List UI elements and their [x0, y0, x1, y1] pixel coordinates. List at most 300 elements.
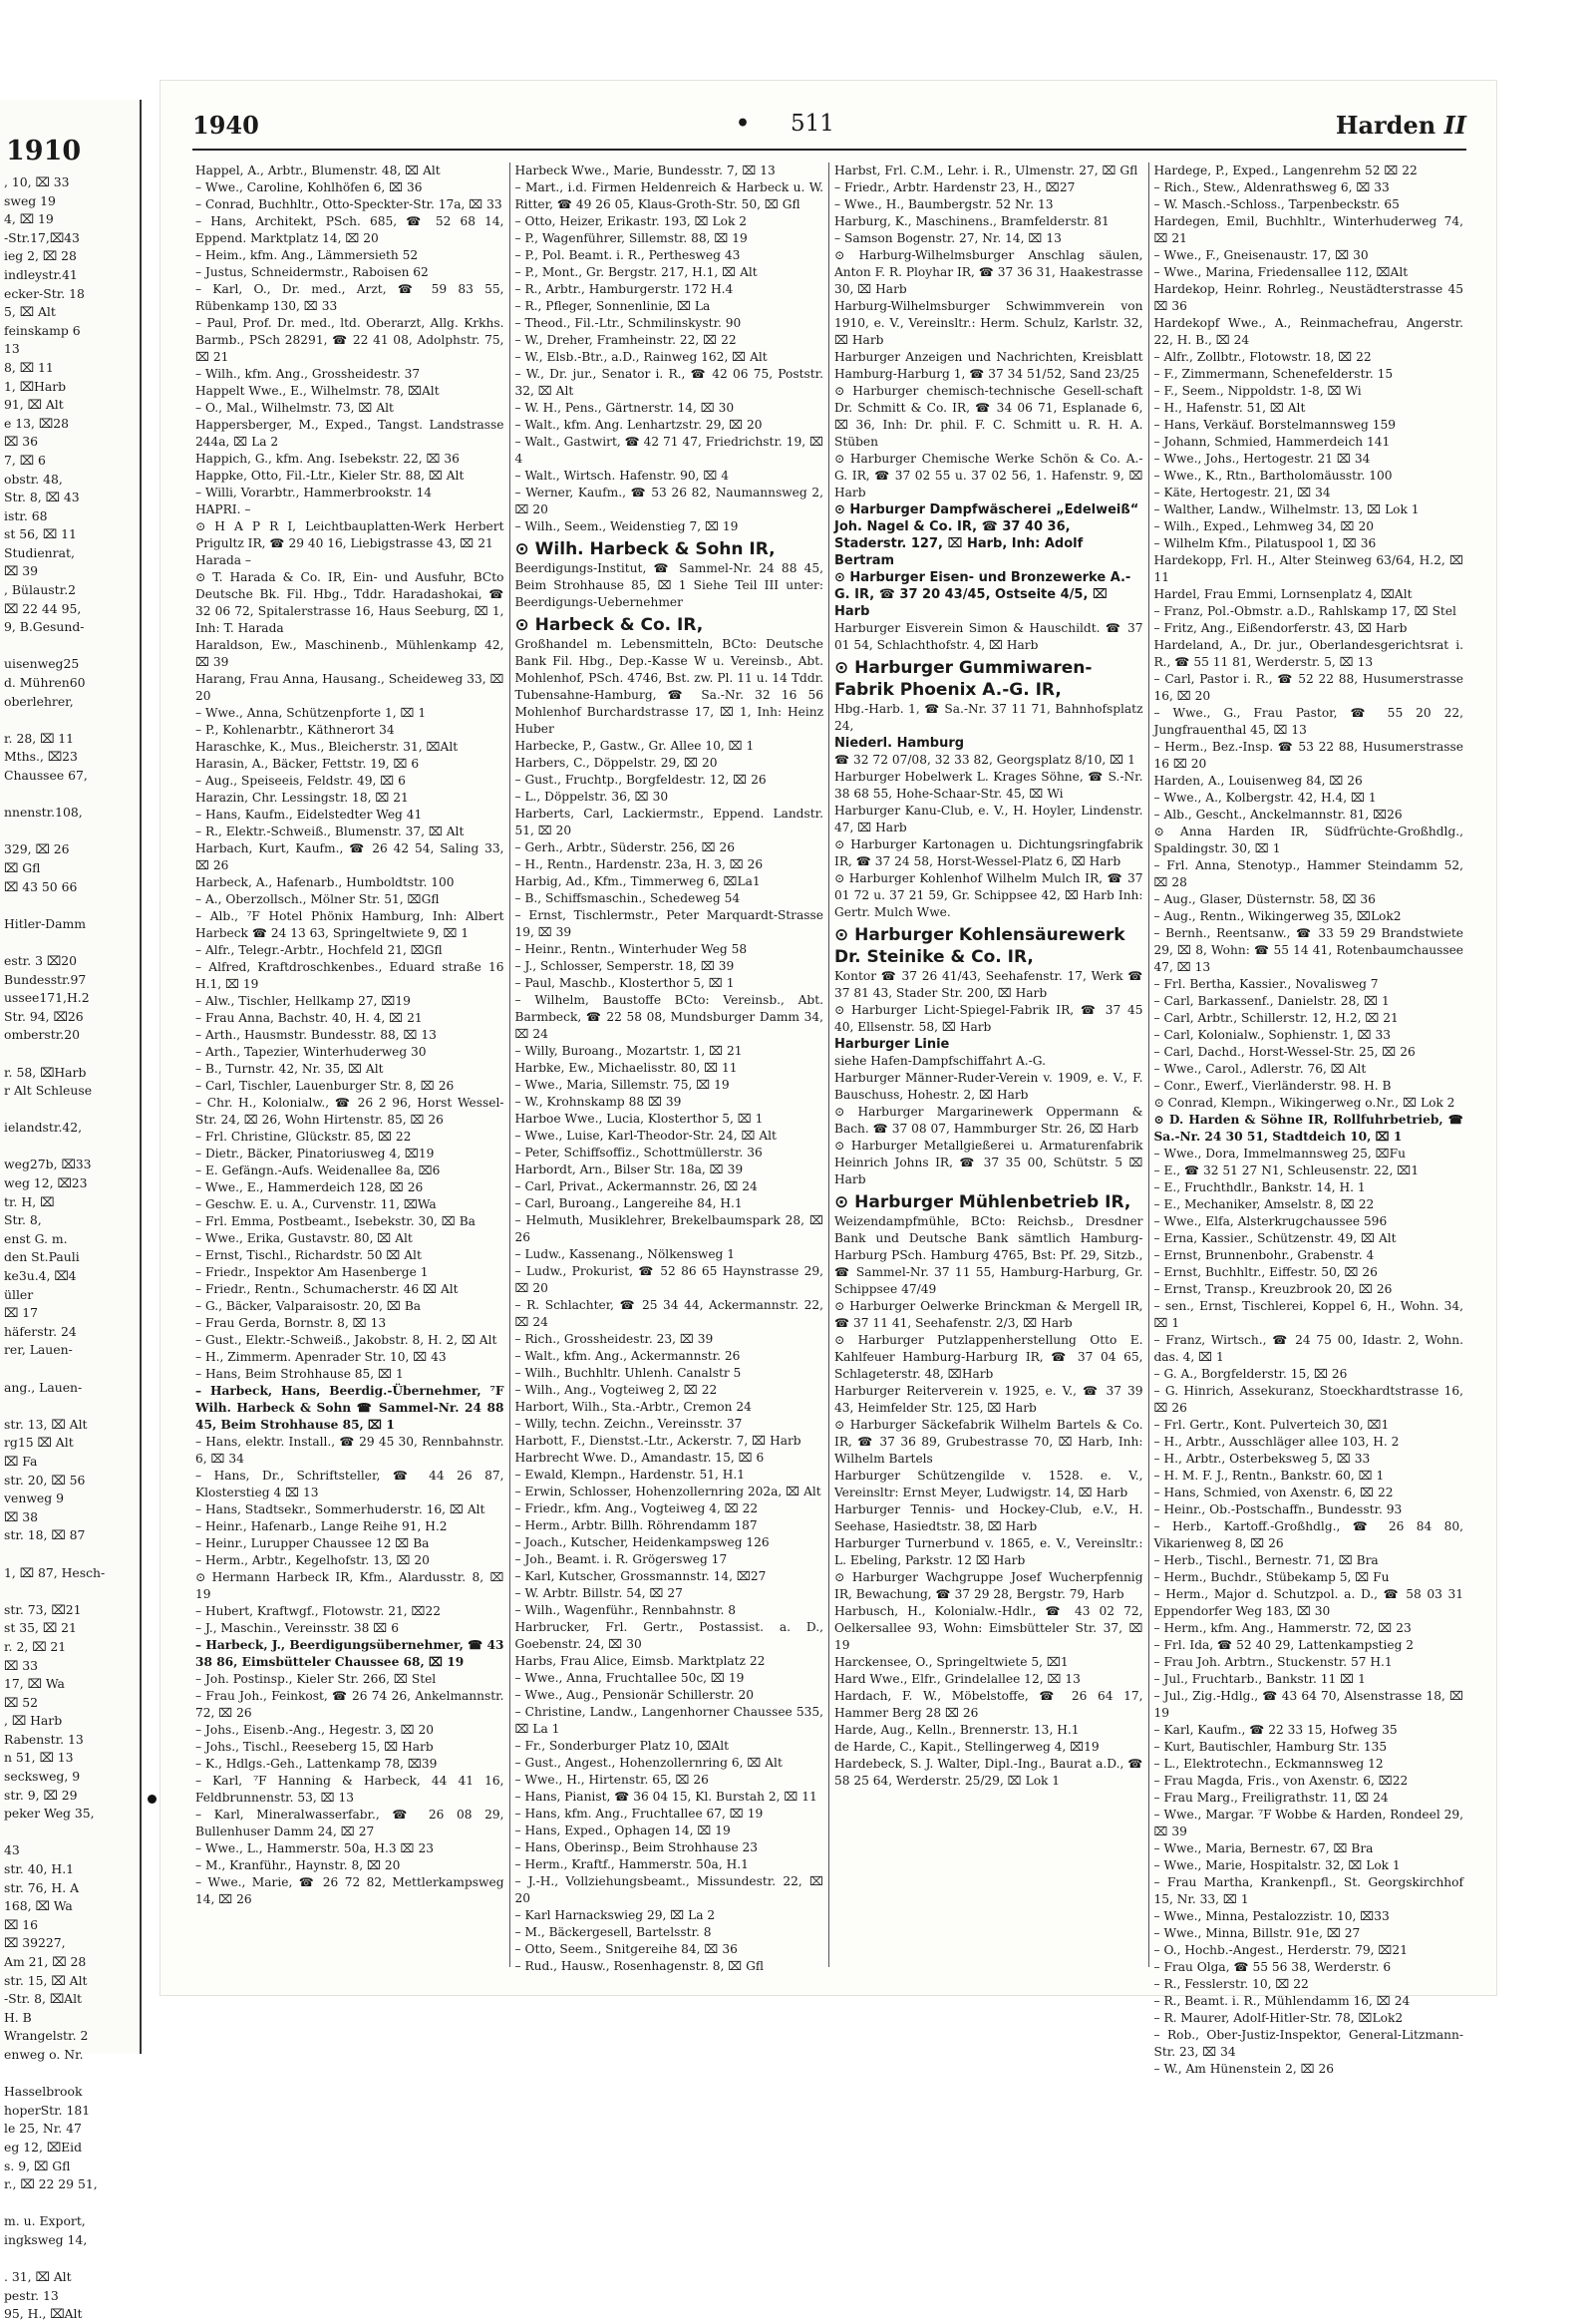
- left-page-year: 1910: [6, 136, 82, 166]
- directory-advert-heading: ⊙ Harburger Gummiwaren-Fabrik Phoenix A.-G. IR,: [834, 658, 1093, 700]
- directory-entry: – Wwe., H., Hirtenstr. 65, ⌧ 26: [514, 1773, 709, 1787]
- directory-entry: Hardegen, Emil, Buchhltr., Winterhuderweg 74, ⌧ 21: [1153, 214, 1463, 245]
- directory-entry: ⊙ D. Harden & Söhne IR, Rollfuhrbetrieb, ☎ Sa.-Nr. 24 30 51, Stadtdeich 10, ⌧ 1: [1153, 1113, 1463, 1144]
- directory-entry: – Otto, Heizer, Erikastr. 193, ⌧ Lok 2: [514, 214, 747, 228]
- left-page-line: [4, 1138, 136, 1157]
- directory-entry: Harbott, F., Dienstst.-Ltr., Ackerstr. 7, ⌧ Harb: [514, 1434, 801, 1448]
- left-page-line: ielandstr.42,: [4, 1120, 83, 1136]
- directory-entry: – Wwe., Marina, Friedensallee 112, ⌧Alt: [1153, 265, 1409, 279]
- directory-entry: – Wwe., Johs., Hertogestr. 21 ⌧ 34: [1153, 452, 1371, 466]
- left-page-line: [4, 896, 136, 915]
- directory-entry: – Alfred, Kraftdroschkenbes., Eduard straße 16 H.1, ⌧ 19: [195, 960, 504, 991]
- column-2: [510, 163, 830, 1973]
- directory-entry: Harbs, Frau Alice, Eimsb. Marktplatz 22: [514, 1654, 766, 1668]
- directory-entry: – Wwe., F., Gneisenaustr. 17, ⌧ 30: [1153, 248, 1369, 262]
- directory-entry: – Frau Joh. Arbtrn., Stuckenstr. 57 H.1: [1153, 1655, 1393, 1669]
- directory-entry: – O., Hochb.-Angest., Herderstr. 79, ⌧21: [1153, 1943, 1408, 1957]
- directory-advert-heading: ⊙ Harbeck & Co. IR,: [514, 615, 704, 635]
- directory-entry: – Käte, Hertogestr. 21, ⌧ 34: [1153, 486, 1331, 499]
- directory-advert-heading: ⊙ Wilh. Harbeck & Sohn IR,: [514, 539, 776, 559]
- directory-entry: – Rich., Stew., Aldenrathsweg 6, ⌧ 33: [1153, 180, 1390, 194]
- left-page-line: ⌧ 17: [4, 1305, 38, 1321]
- directory-entry: – Hans, Oberinsp., Beim Strohhause 23: [514, 1840, 759, 1854]
- header-roman: II: [1443, 111, 1466, 140]
- directory-entry: ⊙ Harburger Putzlappenherstellung Otto E. Kahlfeuer Hamburg-Harburg IR, ☎ 37 04 65, Schlageterstr. 48, ⌧Harb: [834, 1333, 1143, 1381]
- directory-entry: – Wilh., Ang., Vogteiweg 2, ⌧ 22: [514, 1383, 718, 1397]
- directory-entry: – Johs., Tischl., Reeseberg 15, ⌧ Harb: [195, 1740, 434, 1754]
- left-page-line: den St.Pauli: [4, 1249, 80, 1265]
- left-page-line: ingksweg 14,: [4, 2231, 88, 2247]
- left-page-line: 5, ⌧ Alt: [4, 304, 56, 320]
- left-page-line: eg 12, ⌧Eid: [4, 2139, 83, 2155]
- directory-entry: Hardekopf Wwe., A., Reinmachefrau, Angerstr. 22, H. B., ⌧ 24: [1153, 316, 1463, 347]
- directory-entry: – Herm., Arbtr., Kegelhofstr. 13, ⌧ 20: [195, 1553, 430, 1567]
- left-page-line: str. 15, ⌧ Alt: [4, 1972, 88, 1988]
- directory-entry: Hardekopp, Frl. H., Alter Steinweg 63/64, H.2, ⌧ 11: [1153, 553, 1463, 584]
- directory-entry: – W. H., Pens., Gärtnerstr. 14, ⌧ 30: [514, 401, 735, 415]
- directory-entry: – Hans, elektr. Install., ☎ 29 45 30, Rennbahnstr. 6, ⌧ 34: [195, 1435, 504, 1466]
- directory-entry: Harbort, Wilh., Sta.-Arbtr., Cremon 24: [514, 1400, 752, 1414]
- directory-entry: Harbrecht Wwe. D., Amandastr. 15, ⌧ 6: [514, 1451, 765, 1465]
- left-page-line: Mths., ⌧23: [4, 749, 78, 765]
- directory-entry: – Wilh., kfm. Ang., Grossheidestr. 37: [195, 367, 421, 381]
- directory-entry: – Willi, Vorarbtr., Hammerbrookstr. 14: [195, 486, 432, 499]
- directory-entry: Harbst, Frl. C.M., Lehr. i. R., Ulmenstr. 27, ⌧ Gfl: [834, 164, 1138, 177]
- left-page-line: [4, 1360, 136, 1379]
- directory-entry: – Fritz, Ang., Eißendorferstr. 43, ⌧ Harb: [1153, 621, 1408, 635]
- directory-entry: – Ernst, Brunnenbohr., Grabenstr. 4: [1153, 1248, 1375, 1262]
- directory-entry: – Hans, Architekt, PSch. 685, ☎ 52 68 14, Eppend. Marktplatz 14, ⌧ 20: [195, 214, 504, 245]
- left-page-line: 8, ⌧ 11: [4, 359, 54, 375]
- header-rule: [192, 149, 1466, 151]
- directory-entry: Harbrucker, Frl. Gertr., Postassist. a. D., Goebenstr. 24, ⌧ 30: [514, 1620, 823, 1651]
- left-page-fragment: [0, 100, 142, 2322]
- directory-entry: – R., Pfleger, Sonnenlinie, ⌧ La: [514, 299, 711, 313]
- left-page-line: 43: [4, 1842, 20, 1858]
- directory-entry: – Johs., Eisenb.-Ang., Hegestr. 3, ⌧ 20: [195, 1723, 435, 1737]
- directory-entry: Hard Wwe., Elfr., Grindelallee 12, ⌧ 13: [834, 1672, 1081, 1686]
- directory-entry: – Arth., Hausmstr. Bundesstr. 88, ⌧ 13: [195, 1028, 437, 1042]
- left-page-line: 95, H., ⌧Alt: [4, 2306, 83, 2322]
- directory-entry: – Wwe., A., Kolbergstr. 42, H.4, ⌧ 1: [1153, 791, 1377, 805]
- directory-entry: Harburg-Wilhelmsburger Schwimmverein von 1910, e. V., Vereinsltr.: Herm. Schulz, Karlstr. 32, ⌧ Harb: [834, 299, 1143, 347]
- left-page-line: H. B: [4, 2009, 32, 2025]
- directory-entry: – Carl, Barkassenf., Danielstr. 28, ⌧ 1: [1153, 994, 1390, 1008]
- left-page-line: 4, ⌧ 19: [4, 211, 54, 227]
- directory-entry: Hbg.-Harb. 1, ☎ Sa.-Nr. 37 11 71, Bahnhofsplatz 24,: [834, 702, 1143, 733]
- left-page-line: 1, ⌧Harb: [4, 378, 67, 394]
- directory-entry: – Christine, Landw., Langenhorner Chaussee 535, ⌧ La 1: [514, 1705, 823, 1736]
- directory-entry: – Karl Harnackswieg 29, ⌧ La 2: [514, 1908, 716, 1922]
- directory-entry: – Herm., Arbtr. Billh. Röhrendamm 187: [514, 1518, 758, 1532]
- directory-entry: – F., Zimmermann, Schenefelderstr. 15: [1153, 367, 1394, 381]
- directory-entry: ⊙ Harburger Kartonagen u. Dichtungsringfabrik IR, ☎ 37 24 58, Horst-Wessel-Platz 6, ⌧ Harb: [834, 837, 1143, 868]
- directory-entry: ⊙ Hermann Harbeck IR, Kfm., Alardusstr. 8, ⌧ 19: [195, 1570, 504, 1601]
- left-page-line: oberlehrer,: [4, 693, 74, 709]
- directory-entry: – Wwe., Marie, Hospitalstr. 32, ⌧ Lok 1: [1153, 1858, 1401, 1872]
- directory-entry: – Karl, Mineralwasserfabr., ☎ 26 08 29, Bullenhuser Damm 24, ⌧ 27: [195, 1808, 504, 1838]
- directory-entry: ⊙ Harburger Metallgießerei u. Armaturenfabrik Heinrich Johns IR, ☎ 37 35 00, Schütstr. 5 ⌧ Harb: [834, 1139, 1143, 1186]
- left-page-line: [4, 1824, 136, 1842]
- directory-entry: – Wwe., Aug., Pensionär Schillerstr. 20: [514, 1688, 755, 1702]
- left-page-line: Str. 8, ⌧ 43: [4, 490, 80, 505]
- left-page-line: 13: [4, 341, 20, 357]
- directory-entry: – Wwe., Dora, Immelmannsweg 25, ⌧Fu: [1153, 1147, 1406, 1161]
- directory-entry: – Friedr., Arbtr. Hardenstr 23, H., ⌧27: [834, 180, 1076, 194]
- left-page-line: ke3u.4, ⌧4: [4, 1268, 77, 1284]
- directory-entry: ⊙ Harburger Säckefabrik Wilhelm Bartels & Co. IR, ☎ 37 36 89, Grubestrasse 70, ⌧ Harb, Inh: Wilhelm Bartels: [834, 1418, 1143, 1466]
- directory-entry: Happersberger, M., Exped., Tangst. Landstrasse 244a, ⌧ La 2: [195, 418, 504, 449]
- directory-entry: – M., Bäckergesell, Bartelsstr. 8: [514, 1925, 712, 1939]
- directory-entry: – Alfr., Telegr.-Arbtr., Hochfeld 21, ⌧Gfl: [195, 943, 443, 957]
- directory-entry: – Frau Martha, Krankenpfl., St. Georgskirchhof 15, Nr. 33, ⌧ 1: [1153, 1875, 1463, 1906]
- directory-entry: – Wwe., Maria, Bernestr. 67, ⌧ Bra: [1153, 1841, 1374, 1855]
- directory-entry: – Otto, Seem., Snitgereihe 84, ⌧ 36: [514, 1942, 738, 1956]
- directory-entry: – Franz, Pol.-Obmstr. a.D., Rahlskamp 17, ⌧ Stel: [1153, 604, 1456, 618]
- directory-entry: – Conrad, Buchhltr., Otto-Speckter-Str. 17a, ⌧ 33: [195, 197, 502, 211]
- directory-entry: – Rob., Ober-Justiz-Inspektor, General-Litzmann-Str. 23, ⌧ 34: [1153, 2028, 1463, 2059]
- directory-entry: Happke, Otto, Fil.-Ltr., Kieler Str. 88, ⌧ Alt: [195, 469, 465, 483]
- directory-advert-heading: ⊙ Harburger Mühlenbetrieb IR,: [834, 1192, 1131, 1212]
- left-page-line: s. 9, ⌧ Gfl: [4, 2158, 71, 2173]
- directory-entry: – Frau Anna, Bachstr. 40, H. 4, ⌧ 21: [195, 1011, 423, 1025]
- left-page-line: le 25, Nr. 47: [4, 2121, 82, 2137]
- left-page-line: [4, 1582, 136, 1601]
- left-page-line: r. 28, ⌧ 11: [4, 730, 75, 746]
- directory-entry: – Frl. Ida, ☎ 52 40 29, Lattenkampstieg 2: [1153, 1638, 1415, 1652]
- directory-entry: – Wwe., Maria, Sillemstr. 75, ⌧ 19: [514, 1078, 730, 1092]
- left-page-line: e 13, ⌧28: [4, 415, 69, 431]
- directory-entry: Harburger Schützengilde v. 1528. e. V., Vereinsltr: Ernst Meyer, Ludwigstr. 14, ⌧ Harb: [834, 1469, 1143, 1499]
- directory-entry: – Frl. Christine, Glückstr. 85, ⌧ 22: [195, 1130, 412, 1144]
- directory-entry: – Wwe., H., Baumbergstr. 52 Nr. 13: [834, 197, 1054, 211]
- directory-entry: – W., Krohnskamp 88 ⌧ 39: [514, 1095, 682, 1109]
- directory-entry: – R., Elektr.-Schweiß., Blumenstr. 37, ⌧ Alt: [195, 825, 465, 838]
- directory-entry: Hardebeck, S. J. Walter, Dipl.-Ing., Baurat a.D., ☎ 58 25 64, Werderstr. 25/29, ⌧ Lok 1: [834, 1757, 1143, 1788]
- column-3: [829, 163, 1149, 1967]
- directory-entry: – Ernst, Buchhltr., Eiffestr. 50, ⌧ 26: [1153, 1265, 1378, 1279]
- directory-entry: – Johann, Schmied, Hammerdeich 141: [1153, 435, 1391, 449]
- directory-entry: Harbeck Wwe., Marie, Bundesstr. 7, ⌧ 13: [514, 164, 776, 177]
- directory-entry: – Hans, Beim Strohhause 85, ⌧ 1: [195, 1367, 404, 1381]
- directory-entry: – Ernst, Tischl., Richardstr. 50 ⌧ Alt: [195, 1248, 422, 1262]
- directory-entry: – Carl, Kolonialw., Sophienstr. 1, ⌧ 33: [1153, 1028, 1392, 1042]
- directory-entry: – Jul., Fruchtarb., Bankstr. 11 ⌧ 1: [1153, 1672, 1366, 1686]
- directory-entry: Harburger Linie: [834, 1037, 950, 1052]
- left-page-line: str. 40, H.1: [4, 1861, 75, 1877]
- column-4: [1149, 163, 1469, 2076]
- left-page-line: ⌧ 38: [4, 1508, 38, 1524]
- directory-entry: – Heim., kfm. Ang., Lämmersieth 52: [195, 248, 419, 262]
- left-page-line: , 10, ⌧ 33: [4, 174, 70, 189]
- left-page-line: weg27b, ⌧33: [4, 1157, 92, 1172]
- directory-entry: – Herm., Buchdr., Stübekamp 5, ⌧ Fu: [1153, 1570, 1390, 1584]
- directory-entry: – Heinr., Hafenarb., Lange Reihe 91, H.2: [195, 1519, 448, 1533]
- directory-entry: – Ludw., Prokurist, ☎ 52 86 65 Haynstrasse 29, ⌧ 20: [514, 1264, 823, 1295]
- directory-entry: – Jul., Zig.-Hdlg., ☎ 43 64 70, Alsenstrasse 18, ⌧ 19: [1153, 1689, 1463, 1720]
- directory-entry: – Aug., Glaser, Düsternstr. 58, ⌧ 36: [1153, 892, 1376, 906]
- directory-entry: – Willy, Buroang., Mozartstr. 1, ⌧ 21: [514, 1044, 743, 1058]
- left-page-line: st 35, ⌧ 21: [4, 1620, 77, 1636]
- left-page-line: peker Weg 35,: [4, 1806, 95, 1822]
- directory-entry: – Friedr., Rentn., Schumacherstr. 46 ⌧ Alt: [195, 1282, 459, 1296]
- directory-entry: – L., Döppelstr. 36, ⌧ 30: [514, 790, 669, 804]
- directory-entry: – Wwe., Erika, Gustavstr. 80, ⌧ Alt: [195, 1231, 413, 1245]
- directory-entry: – Frl. Anna, Stenotyp., Hammer Steindamm 52, ⌧ 28: [1153, 858, 1463, 889]
- directory-entry: – Herm., Bez.-Insp. ☎ 53 22 88, Husumerstrasse 16 ⌧ 20: [1153, 740, 1463, 771]
- left-page-line: enst G. m.: [4, 1230, 68, 1246]
- left-page-line: enweg o. Nr.: [4, 2046, 84, 2062]
- header-surname: Harden: [1335, 111, 1436, 140]
- directory-entry: – Frau Gerda, Bornstr. 8, ⌧ 13: [195, 1316, 387, 1330]
- left-page-line: ⌧ 16: [4, 1916, 38, 1932]
- directory-entry: – Hans, Schmied, von Axenstr. 6, ⌧ 22: [1153, 1486, 1394, 1499]
- directory-entry: – W., Elsb.-Btr., a.D., Rainweg 162, ⌧ Alt: [514, 350, 768, 364]
- directory-entry: – Herb., Kartoff.-Großhdlg., ☎ 26 84 80, Vikarienweg 8, ⌧ 26: [1153, 1519, 1463, 1550]
- left-page-line: rer, Lauen-: [4, 1342, 73, 1358]
- left-page-line: istr. 68: [4, 507, 48, 523]
- directory-entry: Hardekop, Heinr. Rohrleg., Neustädterstrasse 45 ⌧ 36: [1153, 282, 1463, 313]
- directory-entry: Harboe Wwe., Lucia, Klosterthor 5, ⌧ 1: [514, 1112, 764, 1126]
- left-page-line: ussee171,H.2: [4, 990, 90, 1006]
- directory-entry: – Gust., Angest., Hohenzollernring 6, ⌧ Alt: [514, 1756, 783, 1770]
- header-running-name: [1336, 111, 1466, 140]
- directory-entry: – Wwe., Margar. ⁷F Wobbe & Harden, Rondeel 29, ⌧ 39: [1153, 1808, 1463, 1838]
- directory-entry: – Wwe., G., Frau Pastor, ☎ 55 20 22, Jungfrauenthal 45, ⌧ 13: [1153, 706, 1463, 737]
- left-page-line: obstr. 48,: [4, 471, 63, 487]
- directory-entry: Harden, A., Louisenweg 84, ⌧ 26: [1153, 774, 1363, 788]
- left-page-line: Am 21, ⌧ 28: [4, 1954, 87, 1969]
- directory-entry: – Hans, Exped., Ophagen 14, ⌧ 19: [514, 1824, 731, 1837]
- directory-entry: – Mart., i.d. Firmen Heldenreich & Harbeck u. W. Ritter, ☎ 49 26 05, Klaus-Groth-Str. 50, ⌧ Gfl: [514, 180, 823, 211]
- directory-entry: Hardel, Frau Emmi, Lornsenplatz 4, ⌧Alt: [1153, 587, 1413, 601]
- directory-entry: – E., ☎ 32 51 27 N1, Schleusenstr. 22, ⌧1: [1153, 1163, 1420, 1177]
- directory-entry: – Walther, Landw., Wilhelmstr. 13, ⌧ Lok 1: [1153, 502, 1420, 516]
- directory-entry: – Frau Olga, ☎ 55 56 38, Werderstr. 6: [1153, 1960, 1392, 1974]
- directory-entry: – Joh. Postinsp., Kieler Str. 266, ⌧ Stel: [195, 1672, 437, 1686]
- directory-entry: – Alb., ⁷F Hotel Phönix Hamburg, Inh: Albert Harbeck ☎ 24 13 63, Springeltwiete 9, ⌧ 1: [195, 909, 504, 940]
- directory-entry: – Wwe., Minna, Billstr. 91e, ⌧ 27: [1153, 1926, 1361, 1940]
- left-page-line: ⌧ Gfl: [4, 859, 41, 875]
- directory-entry: – Wwe., K., Rtn., Bartholomäusstr. 100: [1153, 469, 1393, 483]
- directory-entry: – Heinr., Rentn., Winterhuder Weg 58: [514, 942, 748, 956]
- directory-entry: – B., Turnstr. 42, Nr. 35, ⌧ Alt: [195, 1062, 384, 1076]
- directory-entry: – G. A., Borgfelderstr. 15, ⌧ 26: [1153, 1367, 1348, 1381]
- left-page-line: pestr. 13: [4, 2287, 59, 2303]
- left-page-line: r. 58, ⌧Harb: [4, 1064, 87, 1080]
- left-page-line: -Str.17,⌧43: [4, 229, 80, 245]
- directory-entry: – E., Mechaniker, Amselstr. 8, ⌧ 22: [1153, 1197, 1375, 1211]
- directory-entry: – Frl. Emma, Postbeamt., Isebekstr. 30, ⌧ Ba: [195, 1214, 476, 1228]
- directory-entry: – W., Dreher, Framheinstr. 22, ⌧ 22: [514, 333, 737, 347]
- directory-entry: – Frl. Bertha, Kassier., Novalisweg 7: [1153, 977, 1379, 991]
- directory-entry: – Wwe., Luise, Karl-Theodor-Str. 24, ⌧ Alt: [514, 1129, 777, 1143]
- directory-entry: – Wwe., L., Hammerstr. 50a, H.3 ⌧ 23: [195, 1841, 434, 1855]
- directory-entry: Harburger Tennis- und Hockey-Club, e.V., H. Seehase, Hasiedtstr. 38, ⌧ Harb: [834, 1502, 1143, 1533]
- directory-page: [160, 80, 1497, 2076]
- directory-entry: – Walt., Wirtsch. Hafenstr. 90, ⌧ 4: [514, 469, 730, 483]
- directory-entry: – Hans, Verkäuf. Borstelmannsweg 159: [1153, 418, 1396, 432]
- directory-entry: – Friedr., Inspektor Am Hasenberge 1: [195, 1265, 429, 1279]
- left-page-line: 1, ⌧ 87, Hesch-: [4, 1564, 106, 1580]
- left-page-line: str. 20, ⌧ 56: [4, 1472, 86, 1488]
- directory-entry: ⊙ Harburger Oelwerke Brinckman & Mergell IR, ☎ 37 11 41, Seehafenstr. 2/3, ⌧ Harb: [834, 1299, 1143, 1330]
- directory-entry: ⊙ H A P R I, Leichtbauplatten-Werk Herbert Prigultz IR, ☎ 29 40 16, Liebigstrasse 43, ⌧ 21: [195, 519, 504, 550]
- directory-entry: – Chr. H., Kolonialw., ☎ 26 2 96, Horst Wessel-Str. 24, ⌧ 26, Wohn Hirtenstr. 85, ⌧ 26: [195, 1096, 504, 1127]
- directory-entry: – Hans, Stadtsekr., Sommerhuderstr. 16, ⌧ Alt: [195, 1502, 485, 1516]
- directory-entry: – Friedr., kfm. Ang., Vogteiweg 4, ⌧ 22: [514, 1501, 759, 1515]
- directory-entry: – Wwe., E., Hammerdeich 128, ⌧ 26: [195, 1180, 424, 1194]
- directory-entry: ⊙ Harburger Dampfwäscherei „Edelweiß“ Joh. Nagel & Co. IR, ☎ 37 40 36, Staderstr. 127, ⌧ Harb, Inh: Adolf Bertram: [834, 502, 1139, 568]
- directory-entry: – Wwe., Anna, Fruchtallee 50c, ⌧ 19: [514, 1671, 745, 1685]
- left-page-line: str. 9, ⌧ 29: [4, 1787, 78, 1803]
- directory-entry: – Carl, Buroang., Langereihe 84, H.1: [514, 1196, 743, 1210]
- directory-entry: – Frau Magda, Fris., von Axenstr. 6, ⌧22: [1153, 1774, 1409, 1788]
- directory-entry: – Wwe., Carol., Adlerstr. 76, ⌧ Alt: [1153, 1062, 1367, 1076]
- directory-entry: ☎ 32 72 07/08, 32 33 82, Georgsplatz 8/10, ⌧ 1: [834, 753, 1135, 767]
- left-page-line: -Str. 8, ⌧Alt: [4, 1991, 83, 2007]
- directory-entry: – Fr., Sonderburger Platz 10, ⌧Alt: [514, 1739, 730, 1753]
- directory-entry: – P., Pol. Beamt. i. R., Perthesweg 43: [514, 248, 741, 262]
- directory-entry: ⊙ Harburger Kohlenhof Wilhelm Mulch IR, ☎ 37 01 72 u. 37 21 59, Gr. Schippsee 42, ⌧ Harb Inh: Gertr. Mulch Wwe.: [834, 871, 1143, 919]
- directory-entry: – R., Beamt. i. R., Mühlendamm 16, ⌧ 24: [1153, 1994, 1411, 2008]
- left-page-line: Chaussee 67,: [4, 768, 88, 783]
- directory-entry: – R., Fesslerstr. 10, ⌧ 22: [1153, 1977, 1309, 1991]
- directory-entry: – Paul, Maschb., Klosterthor 5, ⌧ 1: [514, 976, 735, 990]
- directory-entry: – Peter, Schiffsoffiz., Schottmüllerstr. 36: [514, 1146, 763, 1160]
- directory-entry: – O., Mal., Wilhelmstr. 73, ⌧ Alt: [195, 401, 394, 415]
- directory-entry: – P., Kohlenarbtr., Käthnerort 34: [195, 723, 395, 737]
- directory-entry: – Wwe., Marie, ☎ 26 72 82, Mettlerkampsweg 14, ⌧ 26: [195, 1875, 504, 1906]
- directory-entry: Harburg, K., Maschinens., Bramfelderstr. 81: [834, 214, 1110, 228]
- directory-entry: – Joh., Beamt. i. R. Grögersweg 17: [514, 1552, 728, 1566]
- directory-entry: Haraschke, K., Mus., Bleicherstr. 31, ⌧Alt: [195, 740, 459, 754]
- directory-entry: – Gust., Fruchtp., Borgfeldestr. 12, ⌧ 26: [514, 773, 767, 787]
- directory-entry: – Paul, Prof. Dr. med., ltd. Oberarzt, Allg. Krkhs. Barmb., PSch 28291, ☎ 22 41 08, Adolphstr. 75, ⌧ 21: [195, 316, 504, 364]
- directory-entry: – Aug., Speiseeis, Feldstr. 49, ⌧ 6: [195, 774, 406, 788]
- left-page-line: . 31, ⌧ Alt: [4, 2269, 72, 2285]
- directory-entry: Harburger Reiterverein v. 1925, e. V., ☎ 37 39 43, Heimfelder Str. 125, ⌧ Harb: [834, 1384, 1143, 1415]
- left-page-line: omberstr.20: [4, 1027, 81, 1043]
- directory-entry: Harde, Aug., Kelln., Brennerstr. 13, H.1: [834, 1723, 1080, 1737]
- directory-entry: – M., Kranführ., Haynstr. 8, ⌧ 20: [195, 1858, 401, 1872]
- left-page-line: secksweg, 9: [4, 1769, 81, 1785]
- directory-entry: – Ewald, Klempn., Hardenstr. 51, H.1: [514, 1468, 746, 1482]
- directory-entry: ⊙ Harburger Chemische Werke Schön & Co. A.-G. IR, ☎ 37 02 55 u. 37 02 56, 1. Hafenstr. 9, ⌧ Harb: [834, 452, 1143, 499]
- directory-entry: Harbeck, A., Hafenarb., Humboldtstr. 100: [195, 875, 455, 889]
- left-page-line: rg15 ⌧ Alt: [4, 1435, 74, 1451]
- left-page-line: ieg 2, ⌧ 28: [4, 248, 77, 264]
- directory-entry: – Harbeck, J., Beerdigungsübernehmer, ☎ 43 38 86, Eimsbütteler Chaussee 68, ⌧ 19: [195, 1638, 504, 1669]
- directory-entry: – Frau Marg., Freiligrathstr. 11, ⌧ 24: [1153, 1791, 1389, 1805]
- directory-entry: Harburger Kanu-Club, e. V., H. Hoyler, Lindenstr. 47, ⌧ Harb: [834, 804, 1143, 834]
- directory-entry: – Conr., Ewerf., Vierländerstr. 98. H. B: [1153, 1079, 1392, 1093]
- directory-entry: – Wilhelm, Baustoffe BCto: Vereinsb., Abt. Barmbeck, ☎ 22 58 08, Mundsburger Damm 34, ⌧ 24: [514, 993, 823, 1041]
- directory-entry: – Erwin, Schlosser, Hohenzollernring 202a, ⌧ Alt: [514, 1485, 821, 1498]
- directory-entry: – Wilh., Seem., Weidenstieg 7, ⌧ 19: [514, 519, 739, 533]
- directory-entry: – H., Zimmerm. Apenrader Str. 10, ⌧ 43: [195, 1350, 447, 1364]
- directory-entry: – Arth., Tapezier, Winterhuderweg 30: [195, 1045, 427, 1059]
- directory-entry: – K., Hdlgs.-Geh., Lattenkamp 78, ⌧39: [195, 1757, 438, 1771]
- directory-entry: Harbecke, P., Gastw., Gr. Allee 10, ⌧ 1: [514, 739, 755, 753]
- left-page-line: 17, ⌧ Wa: [4, 1676, 65, 1692]
- left-page-line: Wrangelstr. 2: [4, 2028, 89, 2044]
- left-page-line: Bundesstr.97: [4, 971, 87, 987]
- gutter-dot: [148, 1795, 157, 1804]
- directory-entry: – Herb., Tischl., Bernestr. 71, ⌧ Bra: [1153, 1553, 1379, 1567]
- directory-entry: – Walt., kfm. Ang. Lenhartzstr. 29, ⌧ 20: [514, 418, 763, 432]
- directory-entry: Harburger Eisverein Simon & Hauschildt. ☎ 37 01 54, Schlachthofstr. 4, ⌧ Harb: [834, 621, 1143, 652]
- directory-entry: – Karl, Kutscher, Grossmannstr. 14, ⌧27: [514, 1569, 767, 1583]
- left-page-line: [4, 2194, 136, 2213]
- directory-entry: – Carl, Pastor i. R., ☎ 52 22 88, Husumerstrasse 16, ⌧ 20: [1153, 672, 1463, 703]
- left-page-line: r., ⌧ 22 29 51,: [4, 2176, 98, 2192]
- left-page-line: [4, 933, 136, 952]
- directory-entry: – J., Maschin., Vereinsstr. 38 ⌧ 6: [195, 1621, 399, 1635]
- page-header: [192, 109, 1466, 149]
- directory-entry: Hardege, P., Exped., Langenrehm 52 ⌧ 22: [1153, 164, 1418, 177]
- directory-entry: – Rich., Grossheidestr. 23, ⌧ 39: [514, 1332, 714, 1346]
- directory-entry: – Karl, Kaufm., ☎ 22 33 15, Hofweg 35: [1153, 1723, 1398, 1737]
- directory-entry: – R. Schlachter, ☎ 25 34 44, Ackermannstr. 22, ⌧ 24: [514, 1298, 823, 1329]
- directory-entry: – W. Masch.-Schloss., Tarpenbeckstr. 65: [1153, 197, 1400, 211]
- directory-entry: ⊙ Harburger Margarinewerk Oppermann & Bach. ☎ 37 08 07, Hammburger Str. 26, ⌧ Harb: [834, 1105, 1143, 1136]
- directory-entry: – Herm., kfm. Ang., Hammerstr. 72, ⌧ 23: [1153, 1621, 1412, 1635]
- directory-entry: – J., Schlosser, Semperstr. 18, ⌧ 39: [514, 959, 735, 973]
- left-page-line: ang., Lauen-: [4, 1379, 83, 1395]
- directory-entry: Weizendampfmühle, BCto: Reichsb., Dresdner Bank und Deutsche Bank sämtlich Hamburg-Harburg PSch. Hamburg 4765, Bst: Pf. 29, Sitzb., ☎ Sammel-Nr. 37 11 55, Hamburg-Harburg, Gr. Schippsee 47/49: [834, 1214, 1143, 1296]
- directory-entry: – P., Mont., Gr. Bergstr. 217, H.1, ⌧ Alt: [514, 265, 758, 279]
- directory-entry: – Willy, techn. Zeichn., Vereinsstr. 37: [514, 1417, 743, 1431]
- left-page-line: estr. 3 ⌧20: [4, 952, 77, 968]
- directory-entry: – Alb., Gescht., Anckelmannstr. 81, ⌧26: [1153, 808, 1403, 822]
- left-page-line: st 56, ⌧ 11: [4, 526, 77, 542]
- left-page-line: [4, 1045, 136, 1064]
- left-page-line: [4, 711, 136, 730]
- directory-entry: ⊙ Harburger Licht-Spiegel-Fabrik IR, ☎ 37 45 40, Ellsenstr. 58, ⌧ Harb: [834, 1003, 1143, 1034]
- directory-entry: Harberts, Carl, Lackiermstr., Eppend. Landstr. 51, ⌧ 20: [514, 807, 823, 837]
- directory-entry: Niederl. Hamburg: [834, 736, 965, 751]
- directory-entry: – Dietr., Bäcker, Pinatoriusweg 4, ⌧19: [195, 1147, 435, 1161]
- directory-entry: de Harde, C., Kapit., Stellingerweg 4, ⌧19: [834, 1740, 1100, 1754]
- directory-entry: – Carl, Arbtr., Schillerstr. 12, H.2, ⌧ 21: [1153, 1011, 1399, 1025]
- left-page-line: 9, B.Gesund-: [4, 619, 85, 635]
- directory-entry: – Wilh., Exped., Lehmweg 34, ⌧ 20: [1153, 519, 1374, 533]
- left-page-line: [4, 823, 136, 841]
- directory-entry: ⊙ Harburger Wachgruppe Josef Wucherpfennig IR, Bewachung, ☎ 37 29 28, Bergstr. 79, Harb: [834, 1570, 1143, 1601]
- directory-entry: – R. Maurer, Adolf-Hitler-Str. 78, ⌧Lok2: [1153, 2011, 1404, 2025]
- directory-entry: – Geschw. E. u. A., Curvenstr. 11, ⌧Wa: [195, 1197, 437, 1211]
- left-page-line: str. 73, ⌧21: [4, 1601, 82, 1617]
- directory-entry: Harburger Hobelwerk L. Krages Söhne, ☎ S.-Nr. 38 68 55, Hohe-Schaar-Str. 45, ⌧ Wi: [834, 770, 1143, 801]
- left-page-line: 329, ⌧ 26: [4, 841, 70, 857]
- directory-entry: – W., Dr. jur., Senator i. R., ☎ 42 06 75, Poststr. 32, ⌧ Alt: [514, 367, 823, 398]
- directory-entry: ⊙ T. Harada & Co. IR, Ein- und Ausfuhr, BCto Deutsche Bk. Fil. Hbg., Tddr. Haradashokai, ☎ 32 06 72, Spitalerstrasse 16, Haus Seeburg, ⌧ 1, Inh: T. Harada: [195, 570, 504, 635]
- directory-entry: Harbusch, H., Kolonialw.-Hdlr., ☎ 43 02 72, Oelkersallee 93, Wohn: Eimsbütteler Str. 37, ⌧ 19: [834, 1604, 1143, 1652]
- left-page-line: 7, ⌧ 6: [4, 452, 46, 468]
- directory-entry: – Wwe., Caroline, Kohlhöfen 6, ⌧ 36: [195, 180, 423, 194]
- directory-entry: – Wwe., Minna, Pestalozzistr. 10, ⌧33: [1153, 1909, 1390, 1923]
- directory-entry: – B., Schiffsmaschin., Schedeweg 54: [514, 891, 741, 905]
- directory-entry: – Carl, Dachd., Horst-Wessel-Str. 25, ⌧ 26: [1153, 1045, 1416, 1059]
- directory-entry: – Hans, kfm. Ang., Fruchtallee 67, ⌧ 19: [514, 1807, 764, 1821]
- left-page-line: häferstr. 24: [4, 1323, 77, 1339]
- left-page-lines: [4, 173, 136, 2324]
- left-page-line: tr. H, ⌧: [4, 1193, 55, 1209]
- left-page-line: Hitler-Damm: [4, 915, 86, 931]
- directory-entry: – E. Gefängn.-Aufs. Weidenallee 8a, ⌧6: [195, 1163, 441, 1177]
- directory-entry: Harang, Frau Anna, Hausang., Scheideweg 33, ⌧ 20: [195, 672, 504, 703]
